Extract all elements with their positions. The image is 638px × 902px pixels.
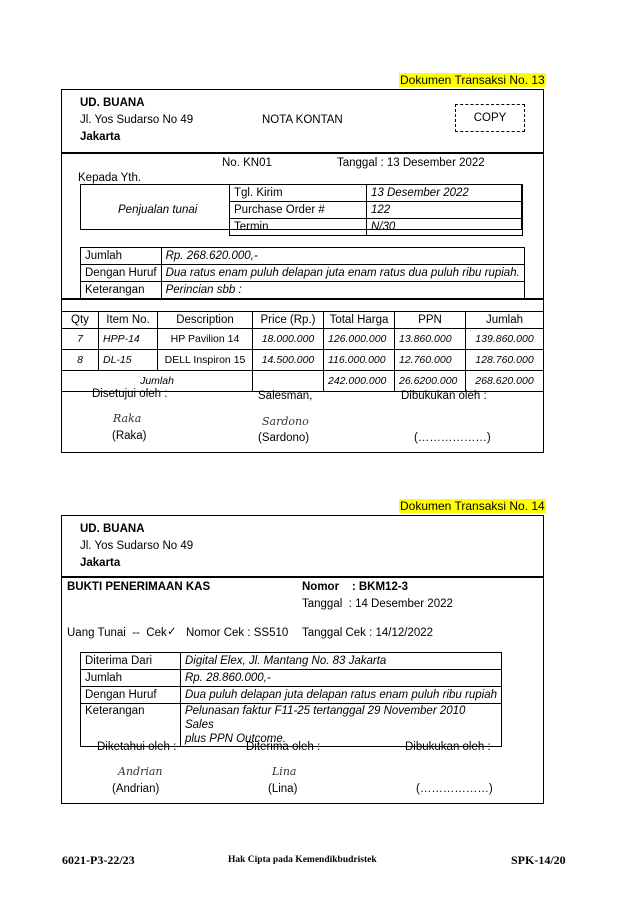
cell-price: 14.500.000 — [253, 350, 324, 371]
receipt-value-line1: Pelunasan faktur F11-25 tertanggal 29 November 2010 Sales — [184, 705, 466, 731]
table-row — [81, 653, 502, 670]
doc14-address: Jl. Yos Sudarso No 49 — [80, 540, 194, 552]
info-value: 13 Desember 2022 — [367, 185, 523, 202]
table-row — [230, 185, 523, 202]
summary-label: Keterangan — [81, 282, 162, 299]
receipt-value-line2: plus PPN Outcome. — [184, 733, 286, 745]
info-value: N/30 — [367, 219, 523, 236]
receipt-label: Dengan Huruf — [81, 687, 181, 704]
doc13-signature-raka: Raka — [113, 412, 142, 425]
receipt-label: Diterima Dari — [81, 653, 181, 670]
cell-ppn: 13.860.000 — [395, 329, 466, 350]
cell-desc: HP Pavilion 14 — [158, 329, 253, 350]
cell-desc: DELL Inspiron 15 — [158, 350, 253, 371]
doc14-label: Dokumen Transaksi No. 14 — [400, 499, 545, 513]
table-row — [81, 248, 525, 265]
table-row — [81, 282, 525, 299]
summary-value: Dua ratus enam puluh delapan juta enam ratus dua puluh ribu rupiah. — [161, 265, 524, 282]
receipt-label: Jumlah — [81, 670, 181, 687]
doc13-title: NOTA KONTAN — [262, 114, 343, 126]
col-item: Item No. — [99, 312, 158, 329]
cell-amount: 139.860.000 — [466, 329, 544, 350]
total-ppn: 26.6200.000 — [395, 371, 466, 392]
doc14-booked-title: Dibukukan oleh : — [405, 741, 491, 753]
table-row — [81, 687, 502, 704]
total-amount: 268.620.000 — [466, 371, 544, 392]
doc13-date: Tanggal : 13 Desember 2022 — [337, 157, 485, 169]
col-amount: Jumlah — [466, 312, 544, 329]
info-label: Purchase Order # — [230, 202, 367, 219]
cell-item: HPP-14 — [99, 329, 158, 350]
total-harga: 242.000.000 — [324, 371, 395, 392]
col-price: Price (Rp.) — [253, 312, 324, 329]
doc14-signature-lina: Lina — [272, 765, 297, 778]
table-row — [81, 265, 525, 282]
doc14-known-name: (Andrian) — [112, 783, 160, 795]
doc14-signature-andrian: Andrian — [118, 765, 163, 778]
summary-label: Jumlah — [81, 248, 162, 265]
info-label: Termin — [230, 219, 367, 236]
doc13-number: No. KN01 — [222, 157, 272, 169]
table-header-row — [62, 312, 544, 329]
doc14-receipt-table — [80, 652, 502, 747]
doc13-company: UD. BUANA — [80, 97, 145, 109]
table-row — [62, 350, 544, 371]
footer-right: SPK-14/20 — [511, 853, 566, 867]
doc13-booked-name: (………………) — [414, 432, 491, 444]
total-label: Jumlah — [62, 371, 253, 392]
info-value: 122 — [367, 202, 523, 219]
cell-amount: 128.760.000 — [466, 350, 544, 371]
doc13-header-divider — [61, 152, 544, 154]
doc13-approved-name: (Raka) — [112, 430, 147, 442]
doc13-summary-table — [80, 247, 525, 299]
summary-value: Perincian sbb : — [161, 282, 524, 299]
footer-center: Hak Cipta pada Kemendikbudristek — [228, 855, 377, 865]
doc14-check-date: Tanggal Cek : 14/12/2022 — [302, 627, 434, 639]
doc13-info-table — [229, 184, 523, 236]
doc13-salesman-title: Salesman, — [258, 390, 313, 402]
doc14-booked-name: (………………) — [416, 783, 493, 795]
cell-qty: 7 — [62, 329, 99, 350]
doc14-number: Nomor : BKM12-3 — [302, 581, 409, 593]
table-row — [230, 219, 523, 236]
cell-qty: 8 — [62, 350, 99, 371]
doc14-payment-method: Uang Tunai -- Cek — [67, 627, 167, 639]
doc14-company: UD. BUANA — [80, 523, 145, 535]
table-row — [81, 670, 502, 687]
cell-item: DL-15 — [99, 350, 158, 371]
doc14-date: Tanggal : 14 Desember 2022 — [302, 598, 453, 610]
summary-label: Dengan Huruf — [81, 265, 162, 282]
doc13-table-divider — [61, 298, 544, 300]
col-qty: Qty — [62, 312, 99, 329]
doc14-known-title: Diketahui oleh : — [97, 741, 177, 753]
col-ppn: PPN — [395, 312, 466, 329]
doc14-title: BUKTI PENERIMAAN KAS — [67, 581, 211, 593]
copy-label: COPY — [473, 112, 507, 124]
cell-total: 116.000.000 — [324, 350, 395, 371]
cell-total: 126.000.000 — [324, 329, 395, 350]
col-total: Total Harga — [324, 312, 395, 329]
col-desc: Description — [158, 312, 253, 329]
table-row — [230, 202, 523, 219]
doc13-salesman-name: (Sardono) — [258, 432, 310, 444]
doc13-approved-title: Disetujui oleh : — [92, 388, 168, 400]
cell-price: 18.000.000 — [253, 329, 324, 350]
doc13-address: Jl. Yos Sudarso No 49 — [80, 114, 194, 126]
doc14-header-divider — [61, 576, 544, 578]
doc14-received-title: Diterima oleh : — [246, 741, 321, 753]
check-mark-icon: ✓ — [167, 626, 177, 638]
receipt-value: Rp. 28.860.000,- — [180, 670, 501, 687]
receipt-label: Keterangan — [81, 704, 181, 747]
info-label: Tgl. Kirim — [230, 185, 367, 202]
doc13-item-table — [61, 311, 544, 392]
summary-value: Rp. 268.620.000,- — [161, 248, 524, 265]
doc13-signature-sardono: Sardono — [262, 415, 309, 428]
doc14-check-number: Nomor Cek : SS510 — [186, 627, 289, 639]
doc13-label: Dokumen Transaksi No. 13 — [400, 73, 545, 87]
doc13-to-label: Kepada Yth. — [78, 172, 142, 184]
doc13-copy-stamp — [455, 104, 525, 132]
doc14-city: Jakarta — [80, 557, 121, 569]
footer-left: 6021-P3-22/23 — [62, 853, 135, 867]
receipt-value: Dua puluh delapan juta delapan ratus enam puluh ribu rupiah — [180, 687, 501, 704]
doc13-customer: Penjualan tunai — [118, 204, 198, 216]
cell-ppn: 12.760.000 — [395, 350, 466, 371]
receipt-value: Digital Elex, Jl. Mantang No. 83 Jakarta — [180, 653, 501, 670]
doc13-booked-title: Dibukukan oleh : — [401, 390, 487, 402]
doc14-received-name: (Lina) — [268, 783, 298, 795]
doc13-city: Jakarta — [80, 131, 121, 143]
table-row — [62, 329, 544, 350]
